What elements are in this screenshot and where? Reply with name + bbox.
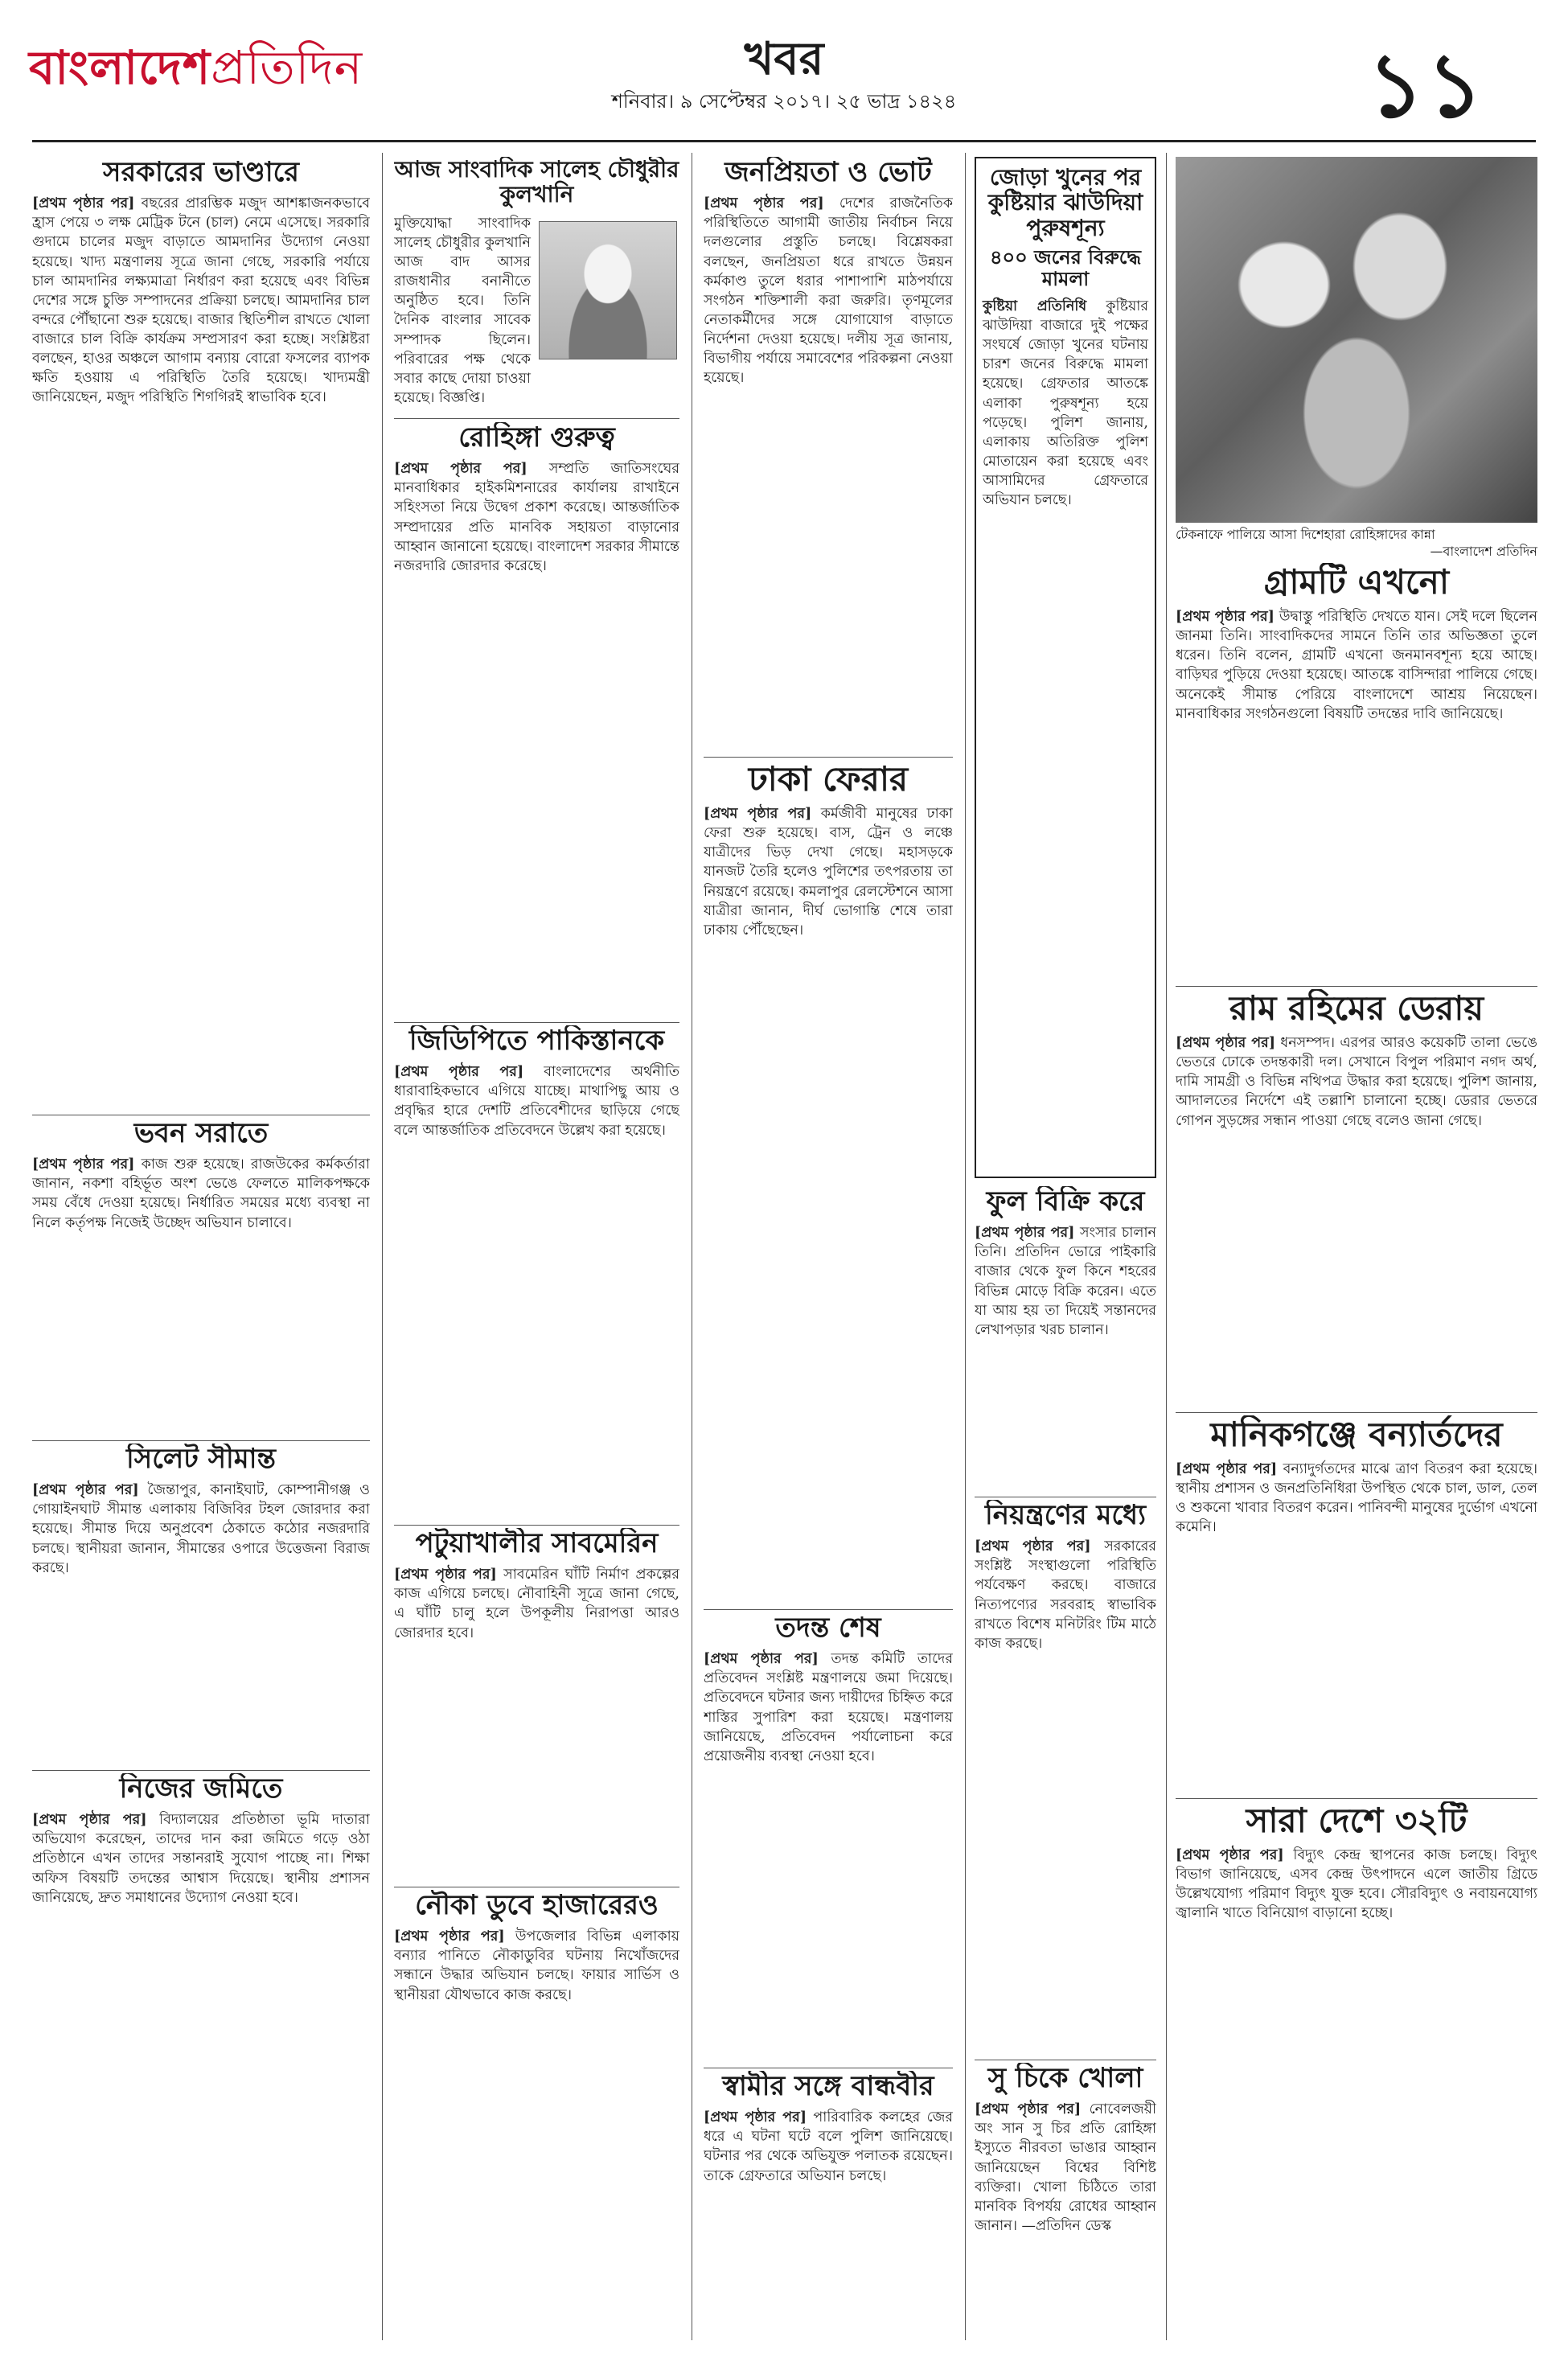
continuation-kicker: [প্রথম পৃষ্ঠার পর] xyxy=(394,1567,497,1583)
article-flower-sale xyxy=(975,1186,1156,1492)
article-sylhet-border xyxy=(32,1444,370,1765)
continuation-kicker: [প্রথম পৃষ্ঠার পর] xyxy=(704,806,812,823)
headline: নৌকা ডুবে হাজারেরও xyxy=(415,1890,659,1921)
subheadline: ৪০০ জনের বিরুদ্ধে মামলা xyxy=(989,246,1142,290)
headline: রোহিঙ্গা গুরুত্ব xyxy=(458,422,615,454)
article-body: ধনসম্পদ। এরপর আরও কয়েকটি তালা ভেঙে ভেতরে ঢোকে তদন্তকারী দল। সেখানে বিপুল পরিমাণ নগদ অর্থ, দামি সামগ্রী ও বিভিন্ন নথিপত্র উদ্ধার করা হয়েছে। পুলিশ জানায়, আদালতের নির্দেশে এই তল্লাশি চালানো হচ্ছে। ডেরার ভেতরে গোপন সুড়ঙ্গের সন্ধান পাওয়া গেছে বলেও জানা গেছে। xyxy=(1176,1035,1537,1129)
headline: পটুয়াখালীর সাবমেরিন xyxy=(415,1528,659,1559)
article-suu-kyi xyxy=(975,2063,1156,2336)
page-number: ১১ xyxy=(1367,34,1485,137)
headline: জোড়া খুনের পর কুষ্টিয়ার ঝাউদিয়া পুরুষশূন্য xyxy=(987,164,1143,241)
column-rule xyxy=(1166,153,1167,2340)
section-divider xyxy=(394,1022,679,1023)
article-democracy-vote xyxy=(704,157,953,752)
article-body: কুষ্টিয়ার ঝাউদিয়া বাজারে দুই পক্ষের সংঘর্ষে জোড়া খুনের ঘটনায় চারশ জনের বিরুদ্ধে মামলা হয়েছে। গ্রেফতার আতঙ্কে এলাকা পুরুষশূন্য হয়ে পড়েছে। পুলিশ জানায়, এলাকায় অতিরিক্ত পুলিশ মোতায়েন করা হয়েছে এবং আসামিদের গ্রেফতারে অভিযান চলছে। xyxy=(983,298,1148,509)
continuation-kicker: [প্রথম পৃষ্ঠার পর] xyxy=(1176,1847,1284,1864)
continuation-kicker: [প্রথম পৃষ্ঠার পর] xyxy=(1176,1035,1276,1052)
headline: সারা দেশে ৩২টি xyxy=(1246,1801,1467,1840)
byline: কুষ্টিয়া প্রতিনিধি xyxy=(983,298,1087,314)
headline: ভবন সরাতে xyxy=(133,1118,269,1149)
section-divider xyxy=(32,1440,370,1441)
article-body: উপজেলার বিভিন্ন এলাকায় বন্যার পানিতে নৌকাডুবির ঘটনায় নিখোঁজদের সন্ধানে উদ্ধার অভিযান চলছে। ফায়ার সার্ভিস ও স্থানীয়রা যৌথভাবে কাজ করছে। xyxy=(394,1928,679,2003)
article-rohingya xyxy=(394,422,679,1017)
headline: ফুল বিক্রি করে xyxy=(986,1186,1145,1218)
section-divider xyxy=(1176,986,1537,987)
article-body: দেশের রাজনৈতিক পরিস্থিতিতে আগামী জাতীয় নির্বাচন নিয়ে দলগুলোর প্রস্তুতি চলছে। বিশ্লেষকরা বলছেন, জনপ্রিয়তা ধরে রাখতে উন্নয়ন কর্মকাণ্ড তুলে ধরার পাশাপাশি মাঠপর্যায়ে সংগঠন শক্তিশালী করা জরুরি। তৃণমূলের নেতাকর্মীদের সঙ্গে যোগাযোগ বাড়াতে নির্দেশনা দেওয়া হয়েছে। দলীয় সূত্র জানায়, বিভাগীয় পর্যায়ে সমাবেশের পরিকল্পনা নেওয়া হয়েছে। xyxy=(704,195,953,387)
article-gdp-pakistan xyxy=(394,1025,679,1520)
article-husband-friend xyxy=(704,2071,953,2336)
article-own-land xyxy=(32,1773,370,2336)
continuation-kicker: [প্রথম পৃষ্ঠার পর] xyxy=(32,1156,135,1173)
section-divider xyxy=(704,1609,953,1610)
headline: তদন্ত শেষ xyxy=(775,1612,881,1644)
column-rule xyxy=(965,153,966,2340)
photo-credit: —বাংলাদেশ প্রতিদিন xyxy=(1430,543,1537,559)
article-village-still xyxy=(1176,563,1537,981)
headline: গ্রামটি এখনো xyxy=(1263,563,1450,602)
news-photo xyxy=(1176,157,1537,523)
section-divider xyxy=(394,418,679,419)
continuation-kicker: [প্রথম পৃষ্ঠার পর] xyxy=(394,461,527,478)
continuation-kicker: [প্রথম পৃষ্ঠার পর] xyxy=(975,2101,1082,2118)
article-boat-sink xyxy=(394,1890,679,2336)
headline: জিডিপিতে পাকিস্তানকে xyxy=(408,1025,665,1057)
headline: মানিকগঞ্জে বন্যার্তদের xyxy=(1210,1415,1503,1454)
article-body: কর্মজীবী মানুষের ঢাকা ফেরা শুরু হয়েছে। বাস, ট্রেন ও লঞ্চে যাত্রীদের ভিড় দেখা গেছে। মহাসড়কে যানজট তৈরি হলেও পুলিশের তৎপরতায় তা নিয়ন্ত্রণে রয়েছে। কমলাপুর রেলস্টেশনে আসা যাত্রীরা জানান, দীর্ঘ ভোগান্তি শেষে তারা ঢাকায় পৌঁছেছেন। xyxy=(704,806,953,939)
headline: ঢাকা ফেরার xyxy=(748,760,909,799)
article-body: সরকারের সংশ্লিষ্ট সংস্থাগুলো পরিস্থিতি পর্যবেক্ষণ করছে। বাজারে নিত্যপণ্যের সরবরাহ স্বাভাবিক রাখতে বিশেষ মনিটরিং টিম মাঠে কাজ করছে। xyxy=(975,1538,1156,1652)
headline: জনপ্রিয়তা ও ভোট xyxy=(724,157,932,188)
headline: নিয়ন্ত্রণের মধ্যে xyxy=(985,1500,1146,1531)
article-patuakhali xyxy=(394,1528,679,1882)
headline: রাম রহিমের ডেরায় xyxy=(1229,989,1484,1028)
article-ram-rahim xyxy=(1176,989,1537,1407)
article-body: পারিবারিক কলহের জের ধরে এ ঘটনা ঘটে বলে পুলিশ জানিয়েছে। ঘটনার পর থেকে অভিযুক্ত পলাতক রয়েছেন। তাকে গ্রেফতারে অভিযান চলছে। xyxy=(704,2109,953,2184)
headline: স্বামীর সঙ্গে বান্ধবীর xyxy=(722,2071,934,2102)
article-manikganj-flood xyxy=(1176,1415,1537,1793)
photo-caption-block xyxy=(1176,527,1537,561)
continuation-kicker: [প্রথম পৃষ্ঠার পর] xyxy=(704,195,824,212)
section-divider xyxy=(704,757,953,758)
continuation-kicker: [প্রথম পৃষ্ঠার পর] xyxy=(704,2109,807,2126)
section-divider xyxy=(1176,1412,1537,1413)
article-body: উদ্বাস্তু পরিস্থিতি দেখতে যান। সেই দলে ছিলেন জানমা তিনি। সাংবাদিকদের সামনে তিনি তার অভিজ্ঞতা তুলে ধরেন। তিনি বলেন, গ্রামটি এখনো জনমানবশূন্য হয়ে আছে। বাড়িঘর পুড়িয়ে দেওয়া হয়েছে। আতঙ্কে বাসিন্দারা পালিয়ে গেছে। অনেকেই সীমান্ত পেরিয়ে বাংলাদেশে আশ্রয় নিয়েছেন। মানবাধিকার সংগঠনগুলো বিষয়টি তদন্তের দাবি জানিয়েছে। xyxy=(1176,609,1537,722)
continuation-kicker: [প্রথম পৃষ্ঠার পর] xyxy=(975,1225,1075,1242)
section-title: খবর xyxy=(744,33,824,85)
article-body: বাংলাদেশের অর্থনীতি ধারাবাহিকভাবে এগিয়ে যাচ্ছে। মাথাপিছু আয় ও প্রবৃদ্ধির হারে দেশটি প্রতিবেশীদের ছাড়িয়ে গেছে বলে আন্তর্জাতিক প্রতিবেদনে উল্লেখ করা হয়েছে। xyxy=(394,1064,679,1139)
continuation-kicker: [প্রথম পৃষ্ঠার পর] xyxy=(32,1812,147,1829)
section-divider xyxy=(1176,1798,1537,1799)
brand-name-part1: বাংলাদেশ xyxy=(29,40,211,95)
continuation-kicker: [প্রথম পৃষ্ঠার পর] xyxy=(1176,609,1275,626)
headline: আজ সাংবাদিক সালেহ চৌধুরীর কুলখানি xyxy=(394,157,679,208)
headline: সরকারের ভাণ্ডারে xyxy=(103,157,299,188)
article-body: কাজ শুরু হয়েছে। রাজউকের কর্মকর্তারা জানান, নকশা বহির্ভূত অংশ ভেঙে ফেলতে মালিকপক্ষকে সময় বেঁধে দেওয়া হয়েছে। নির্ধারিত সময়ের মধ্যে ব্যবস্থা না নিলে কর্তৃপক্ষ নিজেই উচ্ছেদ অভিযান চালাবে। xyxy=(32,1156,370,1231)
dateline: শনিবার। ৯ সেপ্টেম্বর ২০১৭। ২৫ ভাদ্র ১৪২৪ xyxy=(611,90,957,113)
article-building xyxy=(32,1118,370,1435)
article-dhaka-return xyxy=(704,760,953,1604)
photo-caption: টেকনাফে পালিয়ে আসা দিশেহারা রোহিঙ্গাদের কান্না xyxy=(1176,527,1435,542)
article-body: বিদ্যুৎ কেন্দ্র স্থাপনের কাজ চলছে। বিদ্যুৎ বিভাগ জানিয়েছে, এসব কেন্দ্র উৎপাদনে এলে জাতীয় গ্রিডে উল্লেখযোগ্য পরিমাণ বিদ্যুৎ যুক্ত হবে। সৌরবিদ্যুৎ ও নবায়নযোগ্য জ্বালানি খাতে বিনিয়োগ বাড়ানো হচ্ছে। xyxy=(1176,1847,1537,1922)
headline: সিলেট সীমান্ত xyxy=(126,1444,276,1475)
article-body: মুক্তিযোদ্ধা সাংবাদিক সালেহ চৌধুরীর কুলখানি আজ বাদ আসর রাজধানীর বনানীতে অনুষ্ঠিত হবে। তিনি দৈনিক বাংলার সাবেক সম্পাদক ছিলেন। পরিবারের পক্ষ থেকে সবার কাছে দোয়া চাওয়া হয়েছে। বিজ্ঞপ্তি। xyxy=(394,215,531,406)
article-body: বন্যাদুর্গতদের মাঝে ত্রাণ বিতরণ করা হয়েছে। স্থানীয় প্রশাসন ও জনপ্রতিনিধিরা উপস্থিত থেকে চাল, ডাল, তেল ও শুকনো খাবার বিতরণ করেন। পানিবন্দী মানুষের দুর্ভোগ এখনো কমেনি। xyxy=(1176,1461,1537,1536)
continuation-kicker: [প্রথম পৃষ্ঠার পর] xyxy=(704,1651,819,1668)
continuation-kicker: [প্রথম পৃষ্ঠার পর] xyxy=(1176,1461,1278,1478)
headline: সু চিকে খোলা xyxy=(987,2063,1143,2094)
article-body: সংসার চালান তিনি। প্রতিদিন ভোরে পাইকারি বাজার থেকে ফুল কিনে শহরের বিভিন্ন মোড়ে বিক্রি করেন। এতে যা আয় হয় তা দিয়েই সন্তানদের লেখাপড়ার খরচ চালান। xyxy=(975,1225,1156,1338)
article-body: জৈন্তাপুর, কানাইঘাট, কোম্পানীগঞ্জ ও গোয়াইনঘাট সীমান্ত এলাকায় বিজিবির টহল জোরদার করা হয়েছে। সীমান্ত দিয়ে অনুপ্রবেশ ঠেকাতে কঠোর নজরদারি চলছে। স্থানীয়রা জানান, সীমান্তের ওপারে উত্তেজনা বিরাজ করছে। xyxy=(32,1482,370,1576)
article-saleh-kulkhani xyxy=(394,157,679,414)
section-divider xyxy=(32,1770,370,1771)
brand-name-part2: প্রতিদিন xyxy=(211,40,363,95)
article-investigation-end xyxy=(704,1612,953,2063)
article-govt-stock xyxy=(32,157,370,1114)
article-kushtia-murder xyxy=(975,157,1156,1178)
article-nationwide-32 xyxy=(1176,1801,1537,2336)
continuation-kicker: [প্রথম পৃষ্ঠার পর] xyxy=(975,1538,1091,1555)
portrait-photo xyxy=(539,221,677,359)
article-body: বছরের প্রারম্ভিক মজুদ আশঙ্কাজনকভাবে হ্রাস পেয়ে ৩ লক্ষ মেট্রিক টনে (চাল) নেমে এসেছে। সরকারি গুদামে চালের মজুদ বাড়াতে আমদানির উদ্যোগ নেওয়া হয়েছে। খাদ্য মন্ত্রণালয় সূত্রে জানা গেছে, সরকারি পর্যায়ে চাল আমদানির লক্ষ্যমাত্রা নির্ধারণ করা হয়েছে এবং বিভিন্ন দেশের সঙ্গে চুক্তি সম্পাদনের প্রক্রিয়া চলছে। আমদানির চাল বন্দরে পৌঁছানো শুরু হয়েছে। বাজার স্থিতিশীল রাখতে খোলা বাজারে চাল বিক্রি কার্যক্রম সম্প্রসারণ করা হচ্ছে। সংশ্লিষ্টরা বলছেন, হাওর অঞ্চলে আগাম বন্যায় বোরো ফসলের ব্যাপক ক্ষতি হওয়ায় এ পরিস্থিতি তৈরি হয়েছে। খাদ্যমন্ত্রী জানিয়েছেন, মজুদ পরিস্থিতি শিগগিরই স্বাভাবিক হবে। xyxy=(32,195,370,406)
continuation-kicker: [প্রথম পৃষ্ঠার পর] xyxy=(32,1482,139,1499)
continuation-kicker: [প্রথম পৃষ্ঠার পর] xyxy=(32,195,135,212)
article-body: নোবেলজয়ী অং সান সু চির প্রতি রোহিঙ্গা ইস্যুতে নীরবতা ভাঙার আহ্বান জানিয়েছেন বিশ্বের বিশিষ্ট ব্যক্তিরা। খোলা চিঠিতে তারা মানবিক বিপর্যয় রোধের আহ্বান জানান। —প্রতিদিন ডেস্ক xyxy=(975,2101,1156,2234)
continuation-kicker: [প্রথম পৃষ্ঠার পর] xyxy=(394,1928,505,1945)
section-divider xyxy=(394,1525,679,1526)
article-body: বিদ্যালয়ের প্রতিষ্ঠাতা ভূমি দাতারা অভিযোগ করেছেন, তাদের দান করা জমিতে গড়ে ওঠা প্রতিষ্ঠানে এখন তাদের সন্তানরাই সুযোগ পাচ্ছে না। শিক্ষা অফিস বিষয়টি তদন্তের আশ্বাস দিয়েছে। স্থানীয় প্রশাসন জানিয়েছে, দ্রুত সমাধানের উদ্যোগ নেওয়া হবে। xyxy=(32,1812,370,1906)
article-body: তদন্ত কমিটি তাদের প্রতিবেদন সংশ্লিষ্ট মন্ত্রণালয়ে জমা দিয়েছে। প্রতিবেদনে ঘটনার জন্য দায়ীদের চিহ্নিত করে শাস্তির সুপারিশ করা হয়েছে। মন্ত্রণালয় জানিয়েছে, প্রতিবেদন পর্যালোচনা করে প্রয়োজনীয় ব্যবস্থা নেওয়া হবে। xyxy=(704,1651,953,1764)
article-under-control xyxy=(975,1500,1156,2055)
article-body: সাবমেরিন ঘাঁটি নির্মাণ প্রকল্পের কাজ এগিয়ে চলছে। নৌবাহিনী সূত্রে জানা গেছে, এ ঘাঁটি চালু হলে উপকূলীয় নিরাপত্তা আরও জোরদার হবে। xyxy=(394,1567,679,1641)
headline: নিজের জমিতে xyxy=(119,1773,283,1805)
column-rule xyxy=(382,153,383,2340)
continuation-kicker: [প্রথম পৃষ্ঠার পর] xyxy=(394,1064,524,1081)
article-body: সম্প্রতি জাতিসংঘের মানবাধিকার হাইকমিশনারের কার্যালয় রাখাইনে সহিংসতা নিয়ে উদ্বেগ প্রকাশ করেছে। আন্তর্জাতিক সম্প্রদায়ের প্রতি মানবিক সহায়তা বাড়ানোর আহ্বান জানানো হয়েছে। বাংলাদেশ সরকার সীমান্তে নজরদারি জোরদার করেছে। xyxy=(394,461,679,574)
